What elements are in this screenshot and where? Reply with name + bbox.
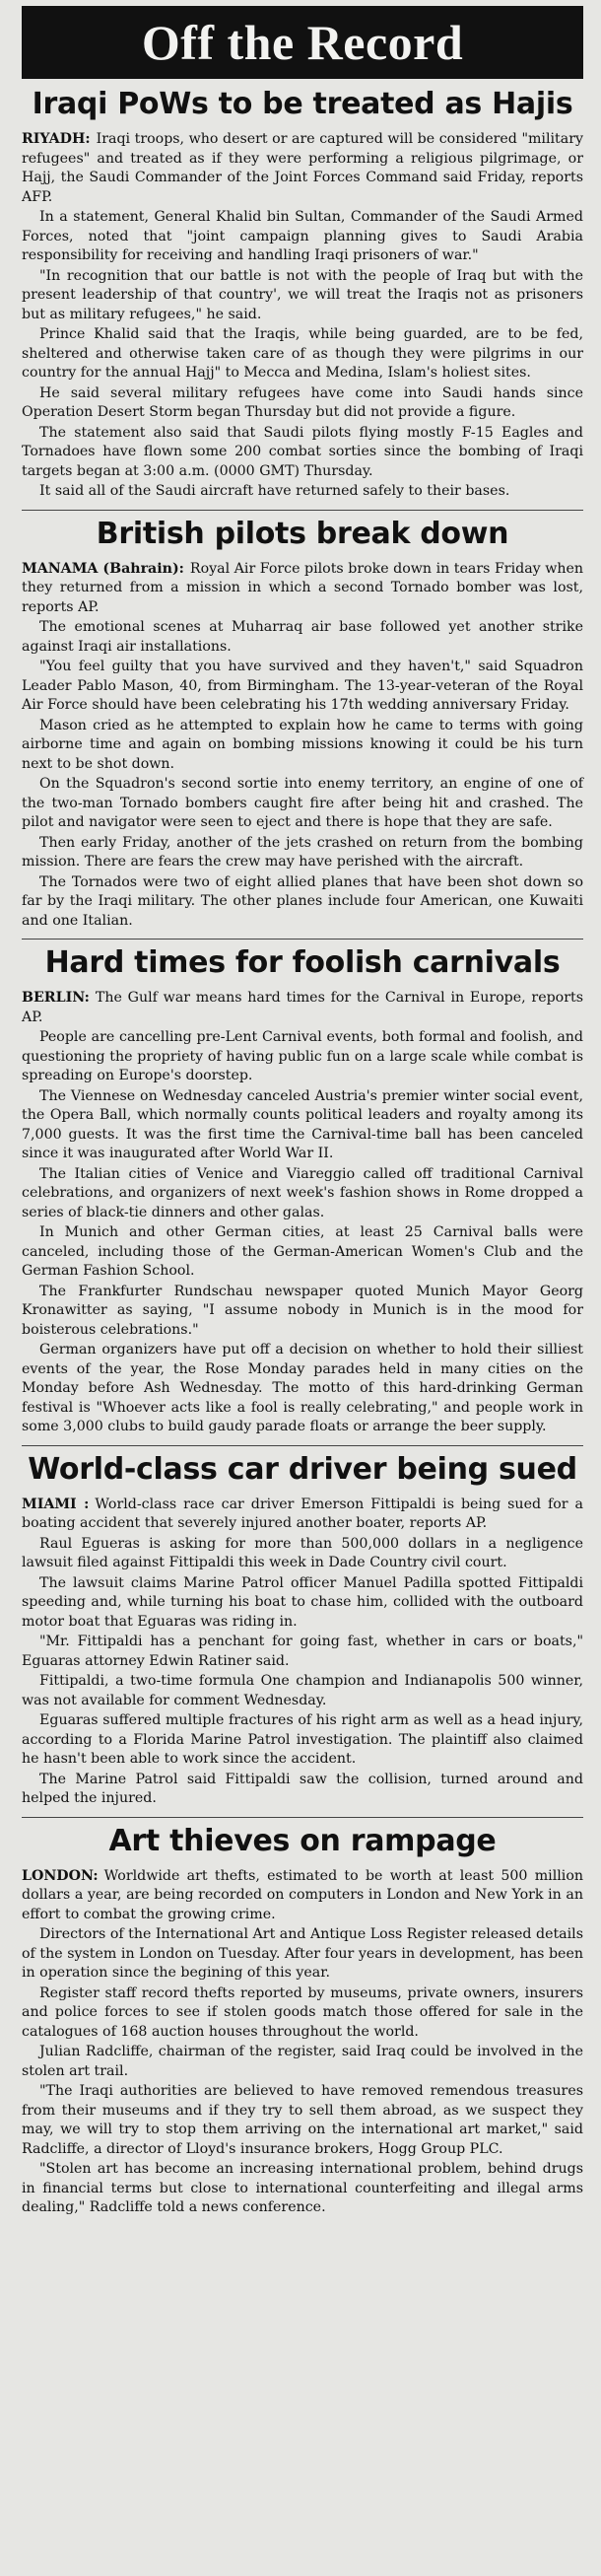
article-paragraph [22,560,583,618]
article [22,1445,583,1809]
article-divider [22,939,583,940]
article-paragraph: "In recognition that our battle is not with the people of Iraq but with the present leadership of that country', we will treat the Iraqis not as prisoners but as military refugees," he said. [22,267,583,322]
article-paragraph [22,1867,583,1925]
article-paragraph: The Italian cities of Venice and Viareggio called off traditional Carnival celebrations, and organizers of next week's fashion shows in Rome dropped a series of black-tie dinners and other galas. [22,1165,583,1220]
article-paragraph: In Munich and other German cities, at least 25 Carnival balls were canceled, including those of the German-American Women's Club and the German Fashion School. [22,1224,583,1279]
article-paragraph [22,989,583,1027]
article [22,87,583,502]
news-column [22,6,583,2224]
article-dateline: RIYADH: [22,131,91,147]
article-dateline: MIAMI : [22,1496,90,1512]
article-paragraph: The statement also said that Saudi pilots flying mostly F-15 Eagles and Tornadoes have flown some 200 combat sorties since the bombing of Iraqi targets began at 3:00 a.m. (0000 GMT) Thursday. [22,424,583,479]
article-dateline: LONDON: [22,1867,99,1884]
paragraph-text: Royal Air Force pilots broke down in tears Friday when they returned from a mission in which a second Tornado bomber was lost, reports AP. [22,560,584,615]
article-paragraph: Then early Friday, another of the jets crashed on return from the bombing mission. There are fears the crew may have perished with the aircraft. [22,834,583,870]
article-paragraph: The Marine Patrol said Fittipaldi saw the collision, turned around and helped the injured. [22,1771,583,1806]
article-dateline: MANAMA (Bahrain): [22,560,184,577]
article-paragraph: People are cancelling pre-Lent Carnival events, both formal and foolish, and questioning the propriety of having public fun on a large scale while combat is spreading on Europe's doorstep. [22,1029,583,1083]
article [22,510,583,932]
article-paragraph: Fittipaldi, a two-time formula One champion and Indianapolis 500 winner, was not available for comment Wednesday. [22,1673,583,1708]
article-paragraph [22,130,583,207]
paragraph-text: The Gulf war means hard times for the Carnival in Europe, reports AP. [22,990,583,1025]
article-paragraph: It said all of the Saudi aircraft have returned safely to their bases. [39,483,510,499]
article-paragraph: Prince Khalid said that the Iraqis, while being guarded, are to be fed, sheltered and otherwise taken care of as though they were pilgrims in our country for the annual Hajj" to Mecca and Medina, Islam's holiest sites. [22,326,583,381]
article-paragraph: Julian Radcliffe, chairman of the register, said Iraq could be involved in the stolen art trail. [22,2044,583,2079]
article-dateline: BERLIN: [22,990,90,1006]
article-paragraph: The Tornados were two of eight allied planes that have been shot down so far by the Iraqi military. The other planes include four American, one Kuwaiti and one Italian. [22,873,583,929]
article-paragraph: The Viennese on Wednesday canceled Austria's premier winter social event, the Opera Ball, which normally counts political leaders and royalty among its 7,000 guests. It was the first time the Carnival-time ball has been canceled since it was inaugurated after World War II. [22,1087,583,1161]
article-paragraph: He said several military refugees have come into Saudi hands since Operation Desert Storm began Thursday but did not provide a figure. [22,384,583,420]
article-paragraph: "Mr. Fittipaldi has a penchant for going fast, whether in cars or boats," Eguaras attorney Edwin Ratiner said. [22,1634,583,1669]
article [22,939,583,1437]
article-divider [22,510,583,511]
article-headline: Iraqi PoWs to be treated as Hajis [32,87,573,121]
section-banner [22,6,583,79]
article-divider [22,1817,583,1818]
article-paragraph: Eguaras suffered multiple fractures of his right arm as well as a head injury, according to a Florida Marine Patrol investigation. The plaintiff also claimed he hasn't been able to work since the accident. [22,1712,583,1767]
article-paragraph: German organizers have put off a decision on whether to hold their silliest events of the year, the Rose Monday parades held in many cities on the Monday before Ash Wednesday. The motto of this hard-drinking German festival is "Whoever acts like a fool is really celebrating," and people work in some 3,000 clubs to build gaudy parade floats or arrange the beer supply. [22,1342,583,1434]
article-paragraph: On the Squadron's second sortie into enemy territory, an engine of one of the two-man Tornado bombers caught fire after being hit and crashed. The pilot and navigator were seen to eject and there is hope that they are safe. [22,776,583,830]
article-paragraph: "Stolen art has become an increasing international problem, behind drugs in financial terms but close to international counterfeiting and illegal arms dealing," Radcliffe told a news conference. [22,2161,583,2215]
article-paragraph: The emotional scenes at Muharraq air base followed yet another strike against Iraqi air installations. [22,619,583,655]
article-headline: British pilots break down [96,516,509,551]
article-paragraph: The Frankfurter Rundschau newspaper quoted Munich Mayor Georg Kronawitter as saying, "I assume nobody in Munich is in the mood for boisterous celebrations." [22,1283,583,1338]
articles-list [22,87,583,2218]
article-paragraph [22,1496,583,1534]
article-divider [22,1445,583,1446]
article-headline: Art thieves on rampage [108,1823,497,1858]
article-paragraph: Register staff record thefts reported by museums, private owners, insurers and police forces to see if stolen goods match those offered for sale in the catalogues of 168 auction houses throughout the world. [22,1984,583,2040]
paragraph-text: Worldwide art thefts, estimated to be worth at least 500 million dollars a year, are being recorded on computers in London and New York in an effort to combat the growing crime. [22,1867,583,1922]
section-title: Off the Record [28,12,577,73]
article-paragraph: The lawsuit claims Marine Patrol officer Manuel Padilla spotted Fittipaldi speeding and, while turning his boat to chase him, collided with the outboard motor boat that Eguaras was riding in. [22,1574,583,1630]
article-paragraph: Raul Egueras is asking for more than 500,000 dollars in a negligence lawsuit filed against Fittipaldi this week in Dade Country civil court. [22,1535,583,1570]
article-paragraph: Directors of the International Art and Antique Loss Register released details of the system in London on Tuesday. After four years in development, has been in operation since the begining of this year. [22,1926,583,1981]
paragraph-text: World-class race car driver Emerson Fittipaldi is being sued for a boating accident that severely injured another boater, reports AP. [22,1496,583,1531]
article-paragraph: Mason cried as he attempted to explain how he came to terms with going airborne time and again on bombing missions knowing it could be his turn next to be shot down. [22,717,583,772]
article-paragraph: "You feel guilty that you have survived and they haven't," said Squadron Leader Pablo Mason, 40, from Birmingham. The 13-year-veteran of the Royal Air Force should have been celebrating his 17th wedding anniversary Friday. [22,659,583,713]
article-paragraph: "The Iraqi authorities are believed to have removed remendous treasures from their museums and if they try to sell them abroad, as we suspect they may, we will try to stop them arriving on the international art market," said Radcliffe, a director of Lloyd's insurance brokers, Hogg Group PLC. [22,2083,583,2157]
article-paragraph: In a statement, General Khalid bin Sultan, Commander of the Saudi Armed Forces, noted that "joint campaign planning gives to Saudi Arabia responsibility for receiving and handling Iraqi prisoners of war." [22,209,583,263]
article [22,1817,583,2218]
article-headline: World-class car driver being sued [28,1451,577,1487]
paragraph-text: Iraqi troops, who desert or are captured will be considered "military refugees" and treated as if they were performing a religious pilgrimage, or Hajj, the Saudi Commander of the Joint Forces Command said Friday, reports AFP. [22,131,583,205]
article-headline: Hard times for foolish carnivals [44,945,561,980]
